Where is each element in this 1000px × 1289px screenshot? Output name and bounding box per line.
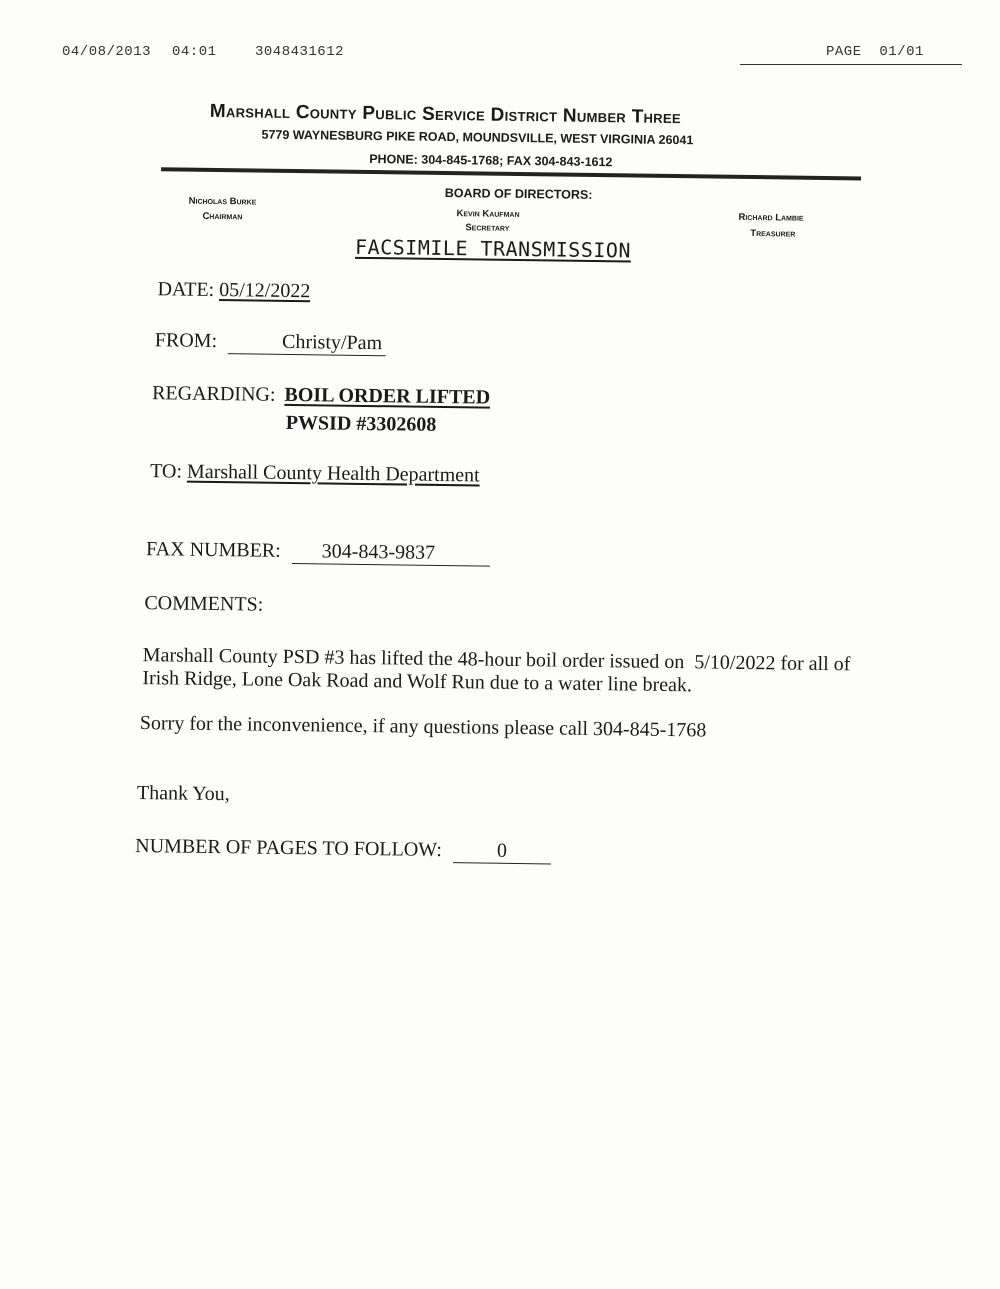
letterhead-org-name: Marshall County Public Service District Number Three xyxy=(209,100,682,129)
from-label: FROM: xyxy=(154,329,218,353)
body-paragraph1-line1: Marshall County PSD #3 has lifted the 48-hour boil order issued on 5/10/2022 for all of xyxy=(142,644,851,676)
body-paragraph1-line2: Irish Ridge, Lone Oak Road and Wolf Run due to a water line break. xyxy=(142,667,693,697)
from-field xyxy=(155,329,387,356)
board-label: BOARD OF DIRECTORS: xyxy=(444,185,593,202)
letterhead-phone-fax: PHONE: 304-845-1768; FAX 304-843-1612 xyxy=(369,152,613,170)
pages-to-follow-value: 0 xyxy=(453,839,551,864)
regarding-line1: BOIL ORDER LIFTED xyxy=(284,383,491,409)
fax-number-label: FAX NUMBER: xyxy=(145,538,281,562)
to-value: Marshall County Health Department xyxy=(186,460,480,487)
letterhead-address: 5779 WAYNESBURG PIKE ROAD, MOUNDSVILLE, WEST VIRGINIA 26041 xyxy=(261,127,694,148)
regarding-line2: PWSID #3302608 xyxy=(285,411,437,436)
fax-number-value: 304-843-9837 xyxy=(292,540,490,567)
director-title: Secretary xyxy=(465,222,510,234)
body-paragraph2: Sorry for the inconvenience, if any questions please call 304-845-1768 xyxy=(139,712,707,742)
to-label: TO: xyxy=(149,460,183,483)
letterhead-rule xyxy=(161,167,861,180)
director-name: Kevin Kaufman xyxy=(456,208,520,220)
director-name: Richard Lambie xyxy=(738,211,804,224)
regarding-field xyxy=(152,382,490,409)
fax-header-number: 3048431612 xyxy=(255,44,345,60)
director-name: Nicholas Burke xyxy=(188,195,257,208)
fax-header-time: 04:01 xyxy=(172,44,217,60)
pages-to-follow-label: NUMBER OF PAGES TO FOLLOW: xyxy=(135,835,443,862)
comments-label: COMMENTS: xyxy=(144,592,264,616)
closing-text: Thank You, xyxy=(136,782,230,806)
to-field xyxy=(150,460,480,487)
fax-header-date: 04/08/2013 xyxy=(62,44,152,60)
from-value: Christy/Pam xyxy=(228,330,386,356)
date-label: DATE: xyxy=(157,278,215,301)
director-title: Treasurer xyxy=(750,228,796,240)
date-field xyxy=(157,278,310,303)
regarding-label: REGARDING: xyxy=(152,382,276,406)
fax-number-field xyxy=(146,538,490,566)
director-title: Chairman xyxy=(202,210,243,223)
date-value: 05/12/2022 xyxy=(219,279,311,303)
fax-header-page: PAGE 01/01 xyxy=(826,44,924,60)
pages-to-follow-field xyxy=(135,835,551,864)
document-title: FACSIMILE TRANSMISSION xyxy=(354,234,632,263)
